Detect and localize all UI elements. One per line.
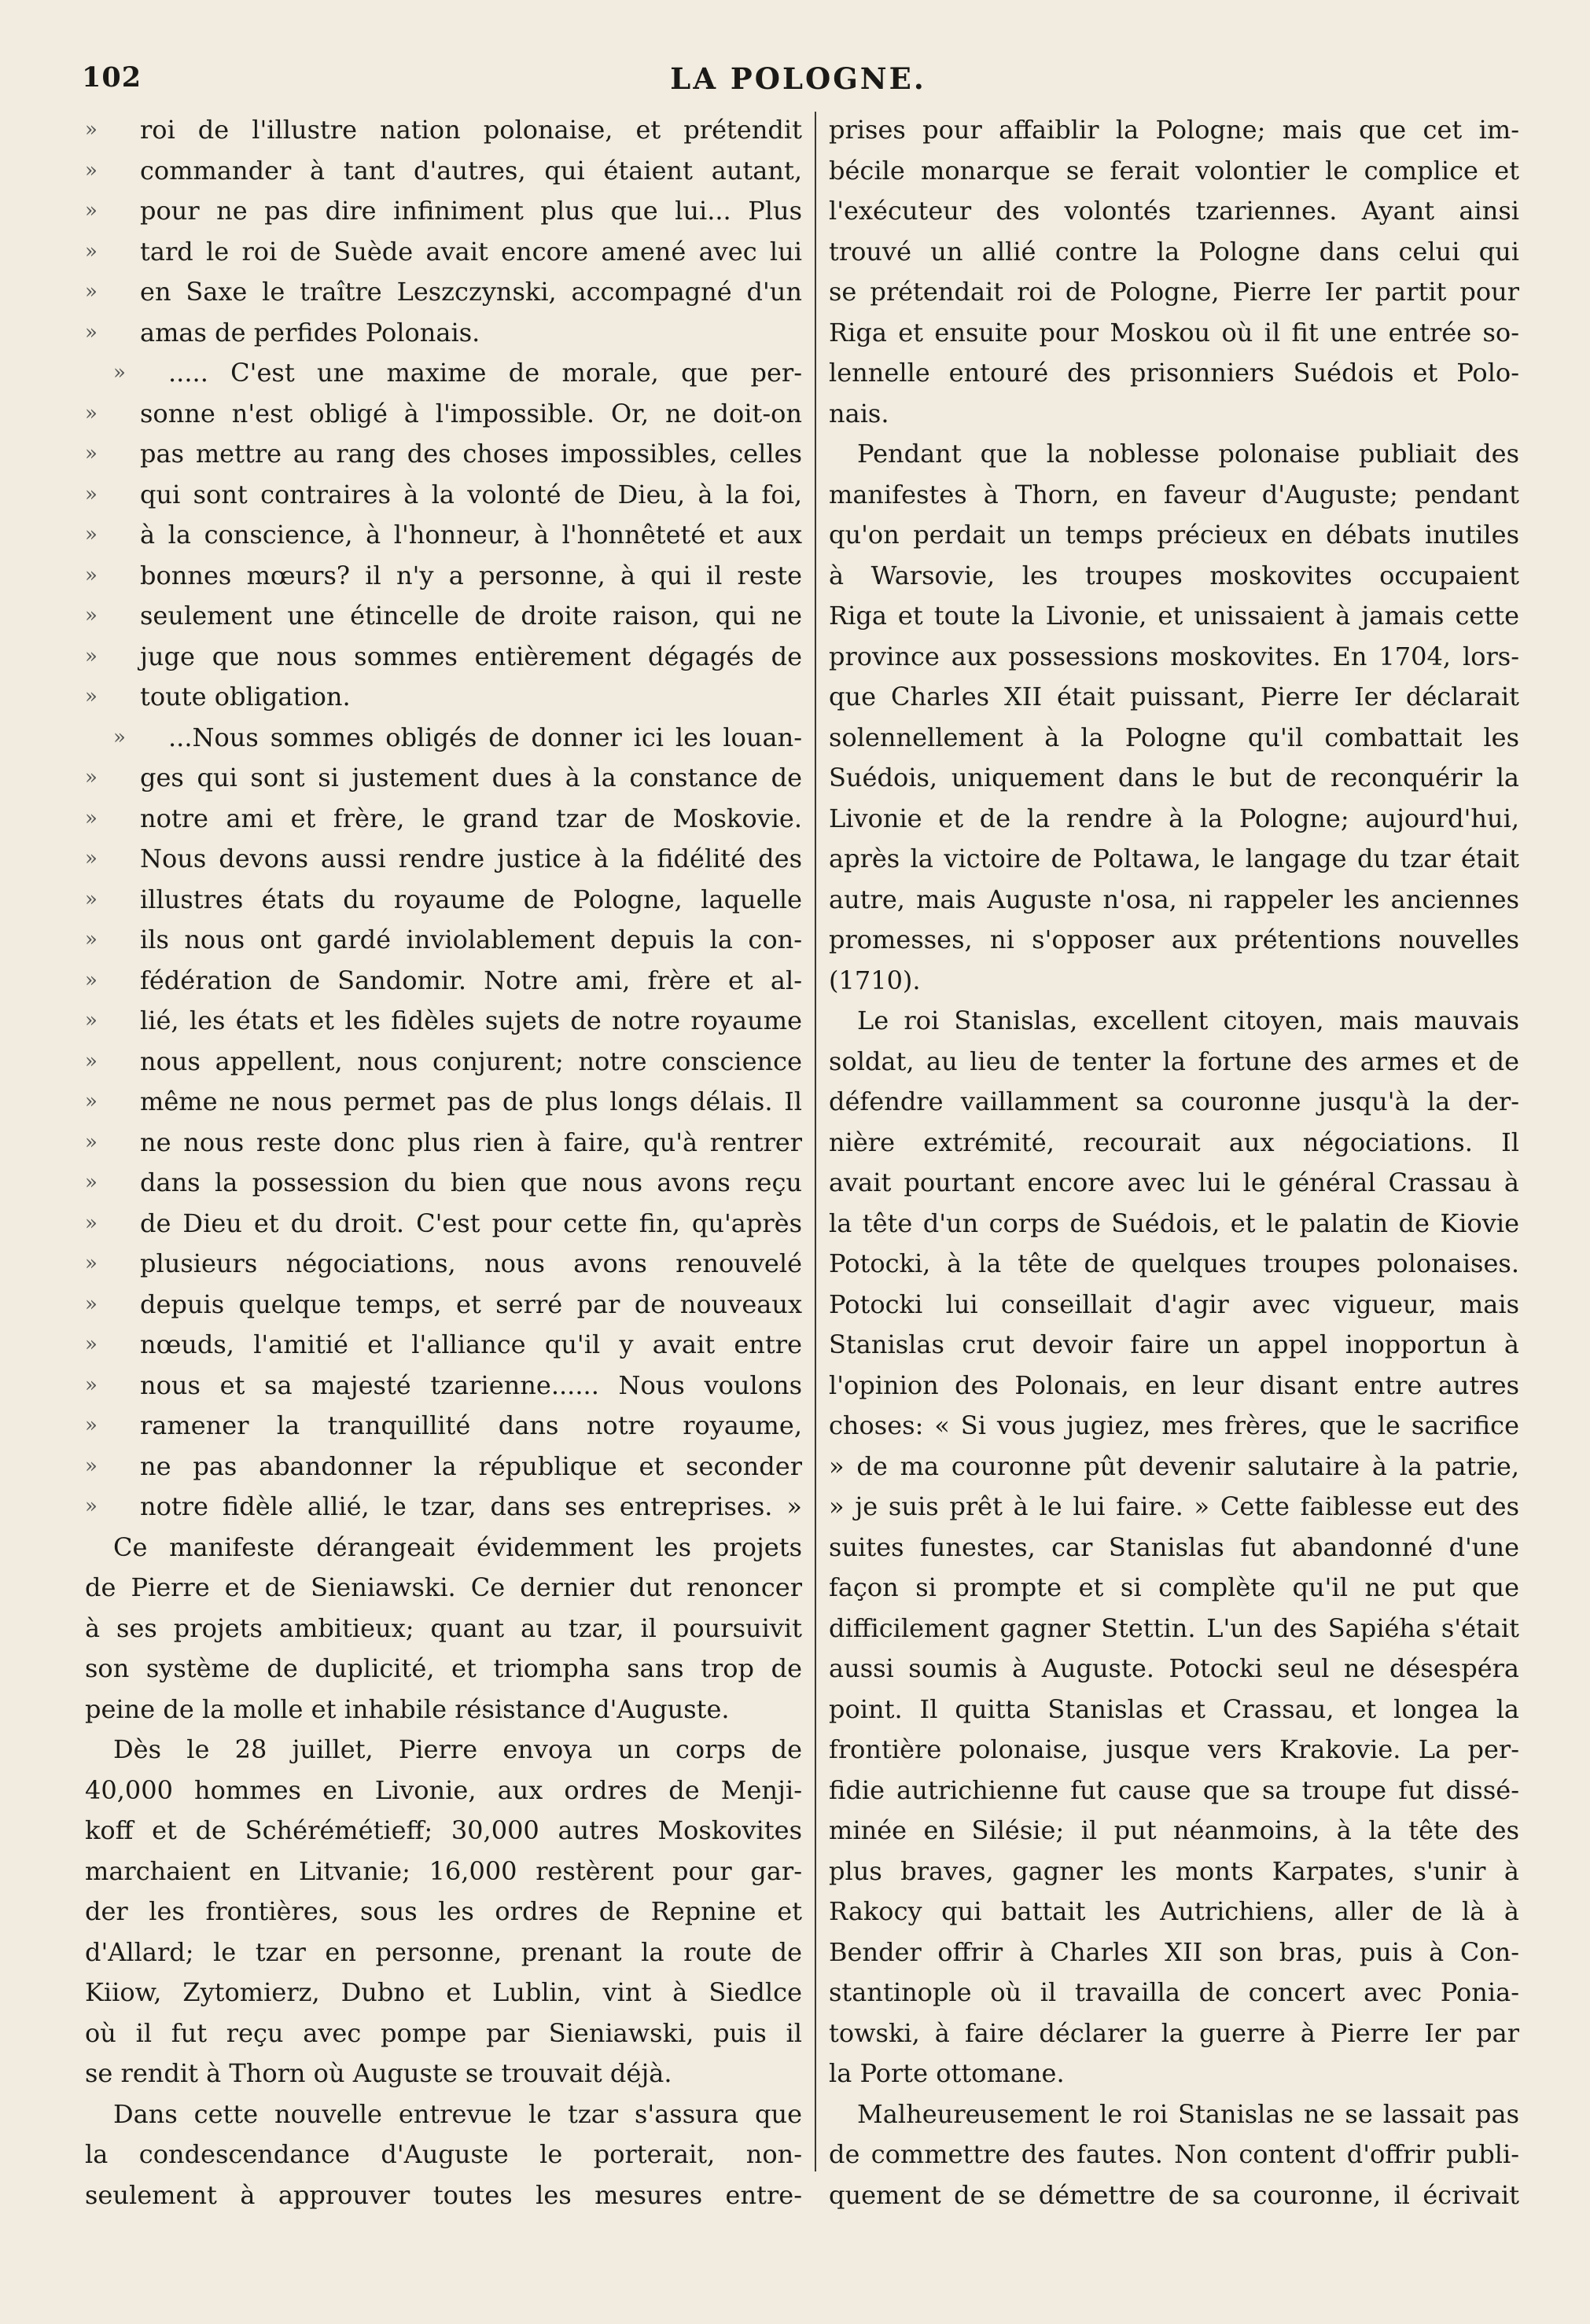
text-line: façon si prompte et si complète qu'il ne put que <box>829 1572 1519 1602</box>
text-line: » nous et sa majesté tzarienne...... Nous voulons <box>85 1366 802 1407</box>
text-line: à ses projets ambitieux; quant au tzar, il poursuivit <box>85 1612 802 1643</box>
text-line: » depuis quelque temps, et serré par de nouveaux <box>85 1285 802 1326</box>
text-line: qu'on perdait un temps précieux en débats inutiles <box>829 520 1519 550</box>
text-line: l'exécuteur des volontés tzariennes. Ayant ainsi <box>829 196 1519 226</box>
text-line: » de Dieu et du droit. C'est pour cette fin, qu'après <box>85 1204 802 1245</box>
text-line: solennellement à la Pologne qu'il combattait les <box>829 722 1519 752</box>
text-line: Pendant que la noblesse polonaise publiait des <box>857 439 1519 469</box>
text-line: quement de se démettre de sa couronne, il écrivait <box>829 2179 1519 2210</box>
text-line: » pas mettre au rang des choses impossibles, celles <box>85 434 802 475</box>
text-line: 40,000 hommes en Livonie, aux ordres de Menji- <box>85 1774 802 1805</box>
text-line: Le roi Stanislas, excellent citoyen, mais mauvais <box>857 1006 1519 1035</box>
column-divider <box>815 112 816 2171</box>
text-line: Malheureusement le roi Stanislas ne se lassait pas <box>857 2098 1519 2129</box>
text-line: (1710). <box>829 965 921 995</box>
text-line: après la victoire de Poltawa, le langage du tzar était <box>829 844 1519 873</box>
text-line: prises pour affaiblir la Pologne; mais que cet im- <box>829 115 1519 145</box>
text-line: » notre fidèle allié, le tzar, dans ses entreprises. » <box>85 1487 802 1528</box>
text-line: son système de duplicité, et triompha sans trop de <box>85 1653 802 1683</box>
text-line: » en Saxe le traître Leszczynski, accompagné d'un <box>85 272 802 313</box>
text-line: » juge que nous sommes entièrement dégagés de <box>85 637 802 678</box>
text-line: » plusieurs négociations, nous avons renouvelé <box>85 1244 802 1285</box>
text-line: » je suis prêt à le lui faire. » Cette faiblesse eut des <box>829 1491 1519 1521</box>
text-line: Riga et toute la Livonie, et unissaient à jamais cette <box>829 601 1519 631</box>
text-line: Potocki lui conseillait d'agir avec vigueur, mais <box>829 1289 1519 1319</box>
text-line: » qui sont contraires à la volonté de Dieu, à la foi, <box>85 475 802 516</box>
text-line: l'opinion des Polonais, en leur disant entre autres <box>829 1370 1519 1400</box>
text-line: se prétendait roi de Pologne, Pierre Ier partit pour <box>829 277 1519 307</box>
text-line: fidie autrichienne fut cause que sa troupe fut dissé- <box>829 1774 1519 1805</box>
text-line: » dans la possession du bien que nous avons reçu <box>85 1163 802 1204</box>
text-line: » fédération de Sandomir. Notre ami, frère et al- <box>85 961 802 1002</box>
text-line: Dans cette nouvelle entrevue le tzar s'assura que <box>113 2098 802 2129</box>
text-line: défendre vaillamment sa couronne jusqu'à la der- <box>829 1087 1519 1116</box>
text-line: » ..... C'est une maxime de morale, que per- <box>85 353 802 394</box>
text-line: province aux possessions moskovites. En 1704, lors- <box>829 641 1519 671</box>
text-line: la Porte ottomane. <box>829 2058 1065 2088</box>
text-line: » lié, les états et les fidèles sujets de notre royaume <box>85 1001 802 1042</box>
text-line: Ce manifeste dérangeait évidemment les projets <box>113 1532 802 1562</box>
text-line: trouvé un allié contre la Pologne dans celui qui <box>829 236 1519 267</box>
text-line: de Pierre et de Sieniawski. Ce dernier dut renoncer <box>85 1572 802 1602</box>
text-line: marchaient en Litvanie; 16,000 restèrent pour gar- <box>85 1855 802 1886</box>
text-line: Dès le 28 juillet, Pierre envoya un corps de <box>113 1734 802 1764</box>
text-line: » illustres états du royaume de Pologne, laquelle <box>85 880 802 921</box>
text-line: » à la conscience, à l'honneur, à l'honnêteté et aux <box>85 515 802 556</box>
text-line: autre, mais Auguste n'osa, ni rappeler les anciennes <box>829 884 1519 914</box>
text-line: où il fut reçu avec pompe par Sieniawski, puis il <box>85 2017 802 2048</box>
text-line: » ne pas abandonner la république et seconder <box>85 1447 802 1487</box>
text-line: point. Il quitta Stanislas et Crassau, et longea la <box>829 1693 1519 1724</box>
text-line: » notre ami et frère, le grand tzar de Moskovie. <box>85 799 802 840</box>
text-line: la condescendance d'Auguste le porterait, non- <box>85 2139 802 2169</box>
text-line: avait pourtant encore avec lui le général Crassau à <box>829 1168 1519 1197</box>
text-line: » ramener la tranquillité dans notre royaume, <box>85 1406 802 1447</box>
text-line: der les frontières, sous les ordres de Repnine et <box>85 1896 802 1926</box>
text-line: » commander à tant d'autres, qui étaient autant, <box>85 151 802 192</box>
text-line: » ges qui sont si justement dues à la constance de <box>85 758 802 799</box>
text-line: » tard le roi de Suède avait encore amené avec lui <box>85 232 802 273</box>
text-line: Rakocy qui battait les Autrichiens, aller de là à <box>829 1896 1519 1926</box>
text-line: koff et de Schérémétieff; 30,000 autres Moskovites <box>85 1815 802 1845</box>
text-line: » ...Nous sommes obligés de donner ici les louan- <box>85 718 802 759</box>
running-title: LA POLOGNE. <box>670 61 926 96</box>
text-line: difficilement gagner Stettin. L'un des Sapiéha s'était <box>829 1612 1519 1643</box>
text-line: de commettre des fautes. Non content d'offrir publi- <box>829 2139 1519 2169</box>
text-line: Riga et ensuite pour Moskou où il fit une entrée so- <box>829 317 1519 347</box>
right-column <box>829 110 1519 2216</box>
text-line: soldat, au lieu de tenter la fortune des armes et de <box>829 1046 1519 1076</box>
text-line: Livonie et de la rendre à la Pologne; aujourd'hui, <box>829 803 1519 833</box>
text-line: » ils nous ont gardé inviolablement depuis la con- <box>85 920 802 961</box>
text-line: » Nous devons aussi rendre justice à la fidélité des <box>85 839 802 880</box>
text-line: » roi de l'illustre nation polonaise, et prétendit <box>85 110 802 151</box>
text-line: Bender offrir à Charles XII son bras, puis à Con- <box>829 1936 1519 1967</box>
text-line: towski, à faire déclarer la guerre à Pierre Ier par <box>829 2017 1519 2048</box>
page-header <box>82 61 1515 108</box>
text-line: » amas de perfides Polonais. <box>85 313 802 354</box>
text-line: Suédois, uniquement dans le but de reconquérir la <box>829 763 1519 792</box>
text-line: frontière polonaise, jusque vers Krakovie. La per- <box>829 1734 1519 1764</box>
text-line: la tête d'un corps de Suédois, et le palatin de Kiovie <box>829 1208 1519 1238</box>
page-number: 102 <box>82 61 142 94</box>
text-line: » nous appellent, nous conjurent; notre conscience <box>85 1042 802 1083</box>
text-line: » de ma couronne pût devenir salutaire à la patrie, <box>829 1451 1519 1481</box>
text-line: plus braves, gagner les monts Karpates, s'unir à <box>829 1855 1519 1886</box>
text-line: Kiiow, Zytomierz, Dubno et Lublin, vint à Siedlce <box>85 1977 802 2007</box>
text-line: manifestes à Thorn, en faveur d'Auguste; pendant <box>829 479 1519 509</box>
text-line: nière extrémité, recourait aux négociations. Il <box>829 1127 1519 1157</box>
text-line: » pour ne pas dire infiniment plus que lui... Plus <box>85 191 802 232</box>
text-line: promesses, ni s'opposer aux prétentions nouvelles <box>829 925 1519 954</box>
text-line: Potocki, à la tête de quelques troupes polonaises. <box>829 1248 1519 1278</box>
text-line: choses: « Si vous jugiez, mes frères, que le sacrifice <box>829 1410 1519 1440</box>
text-line: » seulement une étincelle de droite raison, qui ne <box>85 596 802 637</box>
text-line: » même ne nous permet pas de plus longs délais. Il <box>85 1082 802 1123</box>
text-line: se rendit à Thorn où Auguste se trouvait déjà. <box>85 2058 672 2088</box>
text-line: bécile monarque se ferait volontier le complice et <box>829 155 1519 186</box>
text-line: minée en Silésie; il put néanmoins, à la tête des <box>829 1815 1519 1845</box>
text-line: » ne nous reste donc plus rien à faire, qu'à rentrer <box>85 1123 802 1164</box>
text-line: suites funestes, car Stanislas fut abandonné d'une <box>829 1532 1519 1562</box>
text-line: stantinople où il travailla de concert avec Ponia- <box>829 1977 1519 2007</box>
text-line: aussi soumis à Auguste. Potocki seul ne désespéra <box>829 1653 1519 1683</box>
text-line: » sonne n'est obligé à l'impossible. Or, ne doit-on <box>85 394 802 435</box>
text-line: » toute obligation. <box>85 677 802 718</box>
text-line: » bonnes mœurs? il n'y a personne, à qui il reste <box>85 556 802 597</box>
text-line: d'Allard; le tzar en personne, prenant la route de <box>85 1936 802 1967</box>
text-line: nais. <box>829 398 889 428</box>
text-line: à Warsovie, les troupes moskovites occupaient <box>829 560 1519 590</box>
text-line: peine de la molle et inhabile résistance d'Auguste. <box>85 1693 730 1724</box>
text-line: seulement à approuver toutes les mesures entre- <box>85 2179 802 2210</box>
text-line: » nœuds, l'amitié et l'alliance qu'il y avait entre <box>85 1325 802 1366</box>
text-line: Stanislas crut devoir faire un appel inopportun à <box>829 1329 1519 1359</box>
left-column <box>85 110 802 2216</box>
text-line: lennelle entouré des prisonniers Suédois et Polo- <box>829 358 1519 388</box>
text-line: que Charles XII était puissant, Pierre Ier déclarait <box>829 682 1519 712</box>
